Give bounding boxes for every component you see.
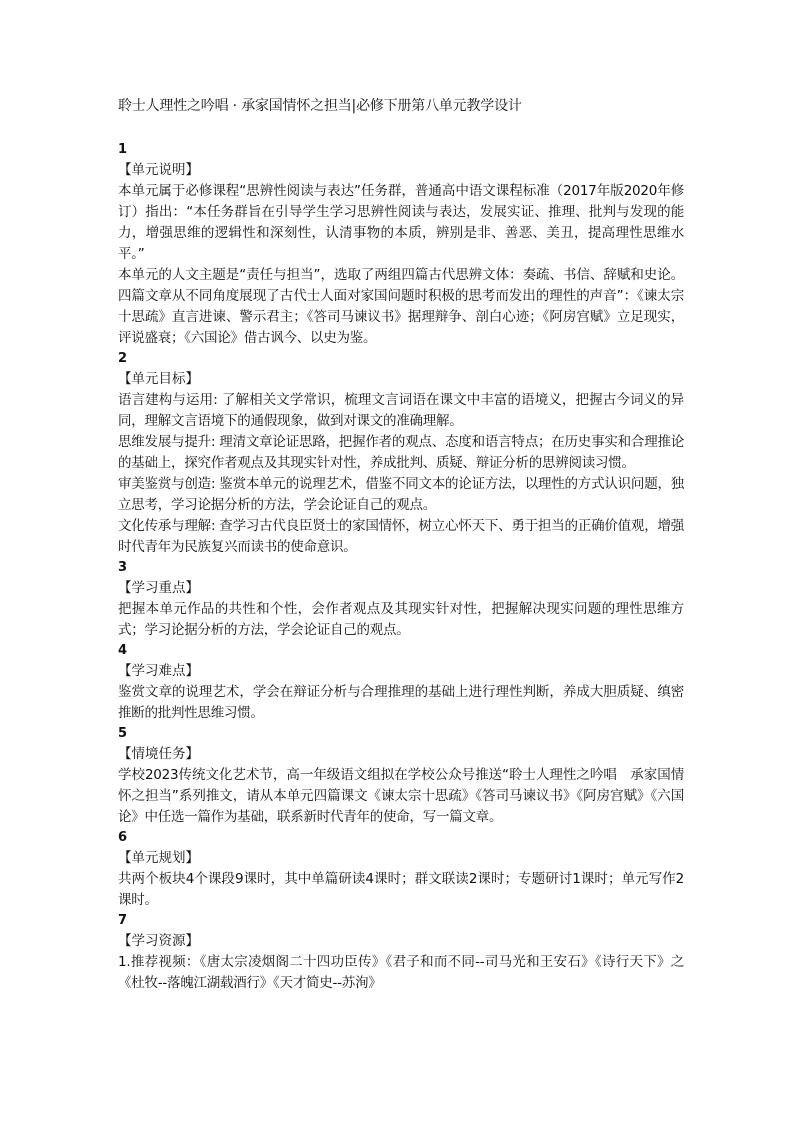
paragraph: 文化传承与理解: 查学习古代良臣贤士的家国情怀，树立心怀天下、勇于担当的正确价值观，增强时代青年为民族复兴而读书的使命意识。 [118, 518, 684, 555]
section-heading: 【单元说明】 [118, 162, 199, 178]
section-heading: 【学习难点】 [118, 663, 199, 679]
paragraph: 把握本单元作品的共性和个性，会作者观点及其现实针对性，把握解决现实问题的理性思维方式；学习论据分析的方法，学会论证自己的观点。 [118, 601, 684, 638]
section-number: 7 [118, 913, 128, 928]
paragraph: 本单元的人文主题是“责任与担当”，选取了两组四篇古代思辨文体：奏疏、书信、辞赋和史论。四篇文章从不同角度展现了古代士人面对家国问题时积极的思考而发出的理性的声音”：《谏太宗十思疏》直言进谏、警示君主；《答司马谏议书》据理辩争、剖白心迹；《阿房宫赋》立足现实，评说盛衰；《六国论》借古讽今、以史为鉴。 [118, 267, 684, 346]
section-number: 3 [118, 560, 128, 575]
paragraph: 本单元属于必修课程“思辨性阅读与表达”任务群，普通高中语文课程标准（2017年版2020年修订）指出：“本任务群旨在引导学生学习思辨性阅读与表达，发展实证、推理、批判与发现的能力，增强思维的逻辑性和深刻性，认清事物的本质，辨别是非、善恶、美丑，提高理性思维水平。” [118, 183, 684, 262]
document-page [118, 96, 684, 994]
section-difficulties [118, 641, 684, 724]
section-unit-plan [118, 828, 684, 911]
paragraph: 语言建构与运用: 了解相关文学常识，梳理文言词语在课文中丰富的语境义，把握古今词义的异同，理解文言语境下的通假现象，做到对课文的准确理解。 [118, 392, 684, 429]
section-number: 1 [118, 142, 128, 157]
section-number: 4 [118, 643, 128, 658]
section-unit-goals [118, 349, 684, 558]
section-key-points [118, 558, 684, 641]
paragraph: 共两个板块4个课段9课时，其中单篇研读4课时；群文联读2课时；专题研讨1课时；单元写作2课时。 [118, 871, 684, 908]
paragraph: 学校2023传统文化艺术节，高一年级语文组拟在学校公众号推送“聆士人理性之吟唱 承家国情怀之担当”系列推文，请从本单元四篇课文《谏太宗十思疏》《答司马谏议书》《阿房宫赋》《六国论》中任选一篇作为基础，联系新时代青年的使命，写一篇文章。 [118, 767, 684, 825]
paragraph: 1.推荐视频：《唐太宗凌烟阁二十四功臣传》《君子和而不同--司马光和王安石》《诗行天下》之《杜牧--落魄江湖载酒行》《天才简史--苏洵》 [118, 954, 684, 991]
section-heading: 【单元规划】 [118, 850, 199, 866]
paragraph: 鉴赏文章的说理艺术，学会在辩证分析与合理推理的基础上进行理性判断，养成大胆质疑、缜密推断的批判性思维习惯。 [118, 684, 684, 721]
paragraph: 思维发展与提升: 理清文章论证思路，把握作者的观点、态度和语言特点；在历史事实和合理推论的基础上，探究作者观点及其现实针对性，养成批判、质疑、辩证分析的思辨阅读习惯。 [118, 434, 684, 471]
section-scenario-task [118, 724, 684, 828]
paragraph: 审美鉴赏与创造: 鉴赏本单元的说理艺术，借鉴不同文本的论证方法，以理性的方式认识问题，独立思考，学习论据分析的方法，学会论证自己的观点。 [118, 476, 684, 513]
section-heading: 【单元目标】 [118, 371, 199, 387]
section-number: 6 [118, 830, 128, 845]
section-number: 2 [118, 351, 128, 366]
section-heading: 【情境任务】 [118, 746, 199, 762]
section-unit-description [118, 140, 684, 349]
section-heading: 【学习资源】 [118, 933, 199, 949]
section-learning-resources [118, 911, 684, 994]
section-heading: 【学习重点】 [118, 580, 199, 596]
section-number: 5 [118, 726, 128, 741]
document-title: 聆士人理性之吟唱 · 承家国情怀之担当|必修下册第八单元教学设计 [118, 98, 522, 114]
